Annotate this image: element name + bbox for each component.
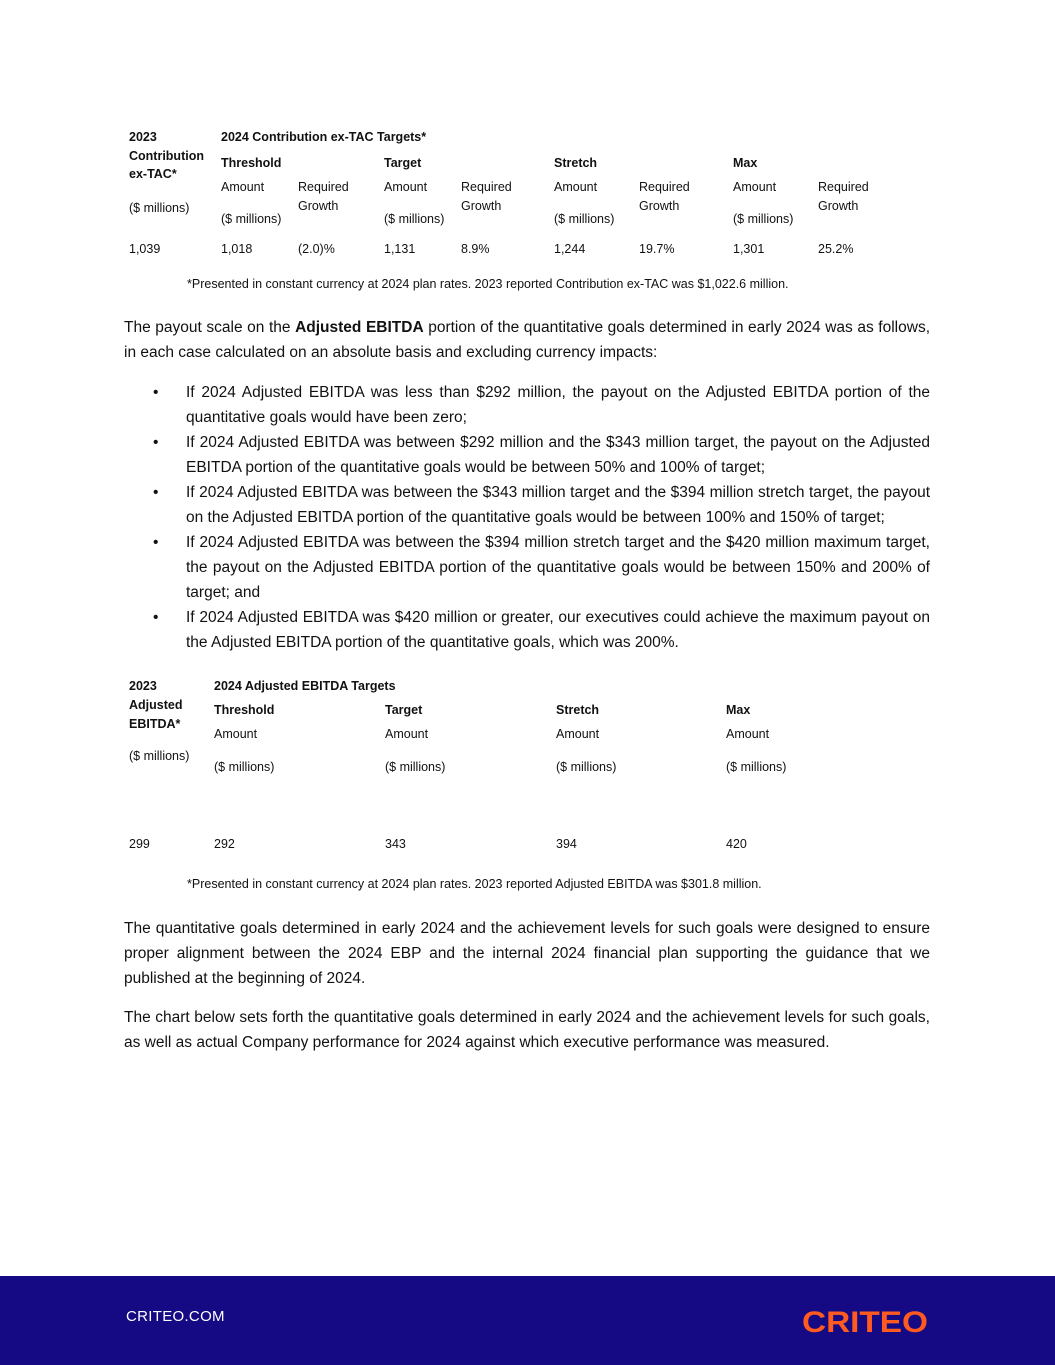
t2-level-max: Max	[726, 703, 751, 717]
list-item-text: If 2024 Adjusted EBITDA was between the $343 million target and the $394 million stretch target, the payout on the Adjusted EBITDA portion of the quantitative goals would be between 100% and 150% of target;	[186, 484, 930, 526]
t1-unit-label: ($ millions)	[733, 212, 794, 226]
t2-threshold-amount: 292	[214, 837, 235, 851]
t1-stretch-growth: 19.7%	[639, 242, 675, 256]
t1-growth-label-1: Required	[461, 180, 512, 194]
t2-max-amount: 420	[726, 837, 747, 851]
intro-text-before: The payout scale on the	[124, 319, 296, 336]
list-item	[150, 430, 930, 480]
alignment-paragraph	[124, 916, 930, 991]
t1-col0-header-line1: 2023	[129, 130, 157, 144]
t1-base-value: 1,039	[129, 242, 161, 256]
list-item	[150, 380, 930, 430]
t1-growth-label-1: Required	[639, 180, 690, 194]
t1-level-target: Target	[384, 156, 422, 170]
t1-max-growth: 25.2%	[818, 242, 854, 256]
t2-base-value: 299	[129, 837, 150, 851]
t1-col0-header-line2: Contribution	[129, 149, 204, 163]
t2-amount-label: Amount	[556, 727, 600, 741]
list-item	[150, 480, 930, 530]
list-item-text: If 2024 Adjusted EBITDA was between the $394 million stretch target and the $420 million maximum target, the payout on the Adjusted EBITDA portion of the quantitative goals would be between 150% and 200% of target; and	[186, 534, 930, 601]
bullet-glyph: •	[153, 434, 159, 451]
t2-stretch-amount: 394	[556, 837, 577, 851]
t1-stretch-amount: 1,244	[554, 242, 586, 256]
t2-level-threshold: Threshold	[214, 703, 275, 717]
t1-amount-label: Amount	[554, 180, 598, 194]
t2-group-header: 2024 Adjusted EBITDA Targets	[214, 679, 396, 693]
t1-threshold-growth: (2.0)%	[298, 242, 335, 256]
t2-amount-label: Amount	[214, 727, 258, 741]
t1-level-threshold: Threshold	[221, 156, 282, 170]
paragraph-text: The quantitative goals determined in early 2024 and the achievement levels for such goals were designed to ensure proper alignment between the 2024 EBP and the internal 2024 financial plan supporting the guidance that we published at the beginning of 2024.	[124, 920, 930, 987]
t2-col0-unit: ($ millions)	[129, 749, 190, 763]
t1-level-max: Max	[733, 156, 758, 170]
t1-growth-label-2: Growth	[298, 199, 339, 213]
t1-amount-label: Amount	[384, 180, 428, 194]
chart-intro-paragraph	[124, 1005, 930, 1055]
t2-col0-header-line2: Adjusted	[129, 698, 183, 712]
t1-unit-label: ($ millions)	[384, 212, 445, 226]
list-item-text: If 2024 Adjusted EBITDA was between $292 million and the $343 million target, the payout on the Adjusted EBITDA portion of the quantitative goals would be between 50% and 100% of target;	[186, 434, 930, 476]
t2-col0-header-line3: EBITDA*	[129, 717, 181, 731]
t1-col0-header-line3: ex-TAC*	[129, 167, 177, 181]
t2-col0-header-line1: 2023	[129, 679, 157, 693]
list-item-text: If 2024 Adjusted EBITDA was $420 million or greater, our executives could achieve the maximum payout on the Adjusted EBITDA portion of the quantitative goals, which was 200%.	[186, 609, 930, 651]
t1-unit-label: ($ millions)	[554, 212, 615, 226]
list-item-text: If 2024 Adjusted EBITDA was less than $292 million, the payout on the Adjusted EBITDA portion of the quantitative goals would have been zero;	[186, 384, 930, 426]
bullet-glyph: •	[153, 534, 159, 551]
t2-level-target: Target	[385, 703, 423, 717]
t2-amount-label: Amount	[726, 727, 770, 741]
bullet-glyph: •	[153, 609, 159, 626]
t1-threshold-amount: 1,018	[221, 242, 253, 256]
t2-unit-label: ($ millions)	[385, 760, 446, 774]
t1-col0-unit: ($ millions)	[129, 201, 190, 215]
t2-unit-label: ($ millions)	[726, 760, 787, 774]
t1-growth-label-2: Growth	[461, 199, 502, 213]
t2-amount-label: Amount	[385, 727, 429, 741]
payout-scale-list	[150, 380, 930, 655]
t1-amount-label: Amount	[733, 180, 777, 194]
page-footer	[0, 1276, 1055, 1365]
t2-unit-label: ($ millions)	[214, 760, 275, 774]
t2-level-stretch: Stretch	[556, 703, 600, 717]
t1-target-amount: 1,131	[384, 242, 416, 256]
t2-footnote: *Presented in constant currency at 2024 plan rates. 2023 reported Adjusted EBITDA was $301.8 million.	[187, 877, 762, 891]
t1-max-amount: 1,301	[733, 242, 765, 256]
list-item	[150, 530, 930, 605]
intro-text-bold: Adjusted EBITDA	[295, 319, 424, 336]
criteo-logo-mark	[802, 1306, 930, 1336]
ebitda-intro-paragraph	[124, 315, 930, 365]
bullet-glyph: •	[153, 384, 159, 401]
t1-growth-label-2: Growth	[818, 199, 859, 213]
t1-unit-label: ($ millions)	[221, 212, 282, 226]
criteo-logo-text: CRITEO	[802, 1306, 928, 1336]
t1-amount-label: Amount	[221, 180, 265, 194]
t2-target-amount: 343	[385, 837, 406, 851]
t1-target-growth: 8.9%	[461, 242, 490, 256]
t2-unit-label: ($ millions)	[556, 760, 617, 774]
t1-growth-label-1: Required	[298, 180, 349, 194]
intro-text-after: portion of the quantitative goals determined in early 2024 was as follows, in each case calculated on an absolute basis and excluding currency impacts:	[124, 319, 930, 361]
paragraph-text: The chart below sets forth the quantitative goals determined in early 2024 and the achievement levels for such goals, as well as actual Company performance for 2024 against which executive performance was measured.	[124, 1009, 930, 1051]
t1-level-stretch: Stretch	[554, 156, 598, 170]
t1-group-header: 2024 Contribution ex-TAC Targets*	[221, 130, 427, 144]
criteo-logo	[802, 1306, 930, 1341]
t1-growth-label-1: Required	[818, 180, 869, 194]
bullet-glyph: •	[153, 484, 159, 501]
t1-growth-label-2: Growth	[639, 199, 680, 213]
footer-site-link[interactable]: CRITEO.COM	[126, 1308, 225, 1325]
list-item	[150, 605, 930, 655]
t1-footnote: *Presented in constant currency at 2024 plan rates. 2023 reported Contribution ex-TAC was $1,022.6 million.	[187, 277, 789, 291]
